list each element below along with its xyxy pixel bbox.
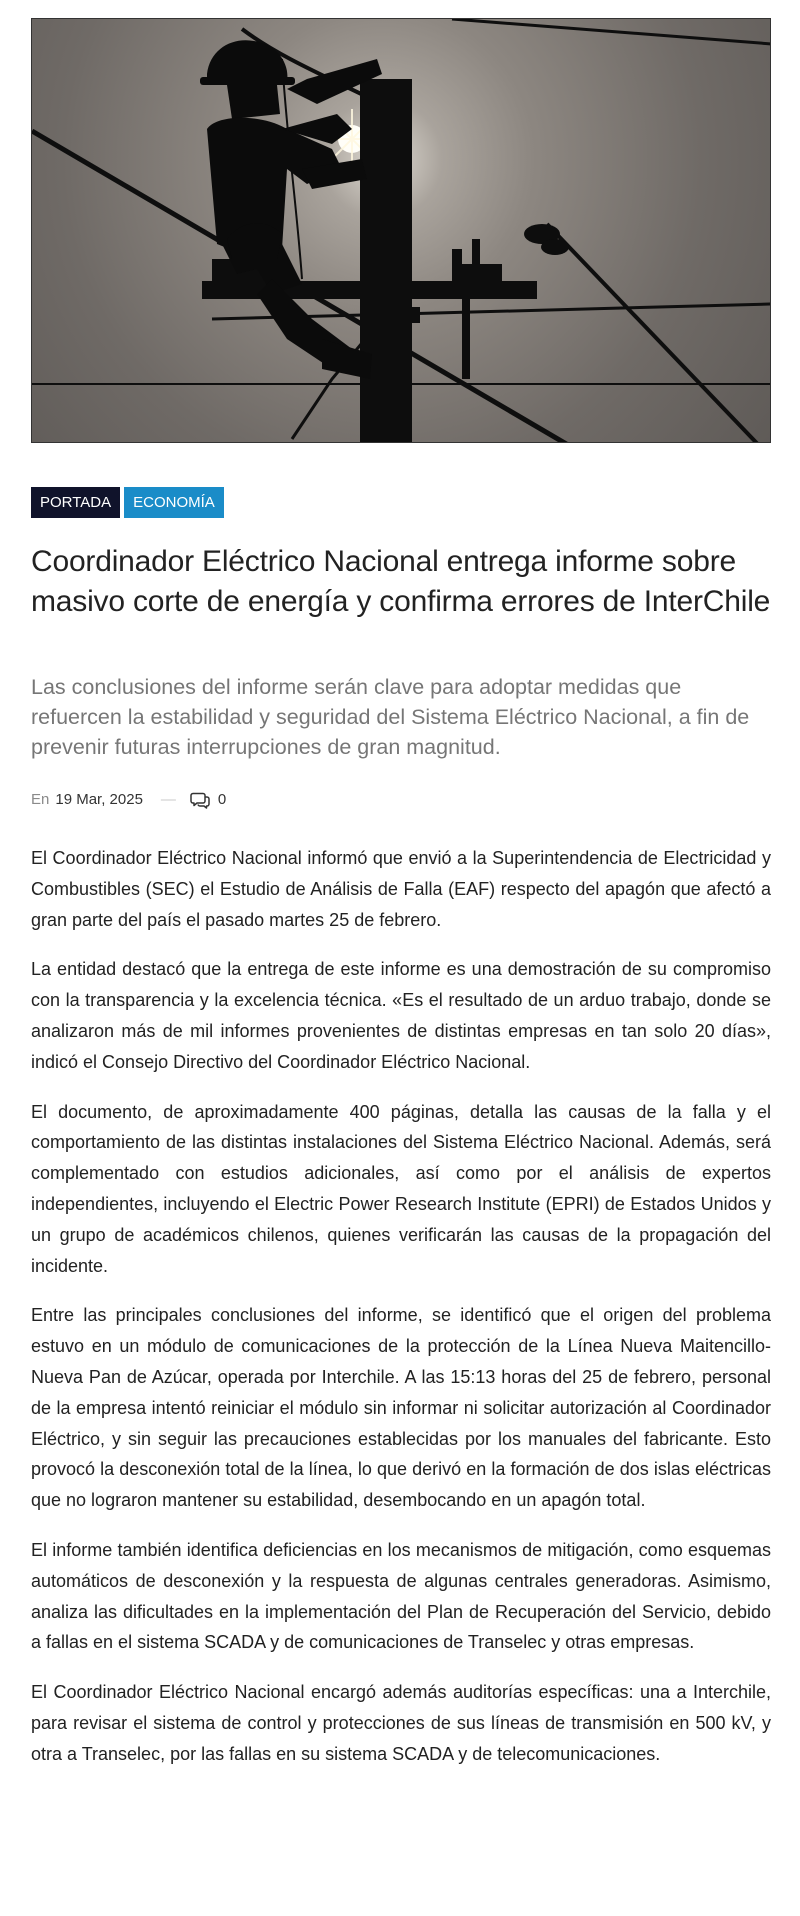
article-body xyxy=(31,843,771,1789)
hero-image xyxy=(31,18,771,443)
article-meta xyxy=(31,788,226,812)
lineworker-silhouette xyxy=(32,19,771,443)
article-paragraph: Entre las principales conclusiones del informe, se identificó que el origen del problema estuvo en un módulo de comunicaciones de la protección de la Línea Nueva Maitencillo-Nueva Pan de Azúcar, operada por Interchile. A las 15:13 horas del 25 de febrero, personal de la empresa intentó reiniciar el módulo sin informar ni solicitar autorización al Coordinador Eléctrico, y sin seguir las precauciones establecidas por los manuales del fabricante. Esto provocó la desconexión total de la línea, lo que derivó en la formación de dos islas eléctricas que no lograron mantener su estabilidad, desembocando en un apagón total. xyxy=(31,1305,771,1511)
meta-prefix: En xyxy=(31,791,50,808)
article-container xyxy=(31,18,771,1764)
category-tags xyxy=(31,487,228,518)
article-paragraph: El informe también identifica deficiencias en los mecanismos de mitigación, como esquemas automáticos de desconexión y la respuesta de algunas centrales generadoras. Asimismo, analiza las dificultades en la implementación del Plan de Recuperación del Servicio, debido a fallas en el sistema SCADA y de comunicaciones de Transelec y otras empresas. xyxy=(31,1539,771,1653)
category-tag-portada[interactable]: PORTADA xyxy=(31,487,120,518)
article-paragraph: La entidad destacó que la entrega de este informe es una demostración de su compromiso con la transparencia y la excelencia técnica. «Es el resultado de un arduo trabajo, donde se analizaron más de mil informes provenientes de distintas empresas en tan solo 20 días», indicó el Consejo Directivo del Coordinador Eléctrico Nacional. xyxy=(31,959,771,1072)
article-title: Coordinador Eléctrico Nacional entrega informe sobre masivo corte de energía y confirma errores de InterChile xyxy=(31,545,771,618)
article-paragraph: El Coordinador Eléctrico Nacional informó que envió a la Superintendencia de Electricidad y Combustibles (SEC) el Estudio de Análisis de Falla (EAF) respecto del apagón que afectó a gran parte del país el pasado martes 25 de febrero. xyxy=(31,848,771,930)
category-tag-economia[interactable]: ECONOMÍA xyxy=(124,487,224,518)
publish-date: 19 Mar, 2025 xyxy=(55,791,143,808)
article-paragraph: El documento, de aproximadamente 400 páginas, detalla las causas de la falla y el comportamiento de las distintas instalaciones del Sistema Eléctrico Nacional. Además, será complementado con estudios adicionales, así como por el análisis de expertos independientes, incluyendo el Electric Power Research Institute (EPRI) de Estados Unidos y un grupo de académicos chilenos, quienes verificarán las causas de la propagación del incidente. xyxy=(31,1101,771,1276)
comments-count[interactable]: 0 xyxy=(217,791,227,808)
article-paragraph: El Coordinador Eléctrico Nacional encargó además auditorías específicas: una a Interchile, para revisar el sistema de control y protecciones de sus líneas de transmisión en 500 kV, y otra a Transelec, por las fallas en su sistema SCADA y de telecomunicaciones. xyxy=(31,1682,771,1764)
meta-separator: — xyxy=(160,791,176,808)
comments-icon[interactable] xyxy=(190,791,210,809)
article-subtitle: Las conclusiones del informe serán clave para adoptar medidas que refuercen la estabilidad y seguridad del Sistema Eléctrico Nacional, a fin de prevenir futuras interrupciones de gran magnitud. xyxy=(31,675,750,759)
